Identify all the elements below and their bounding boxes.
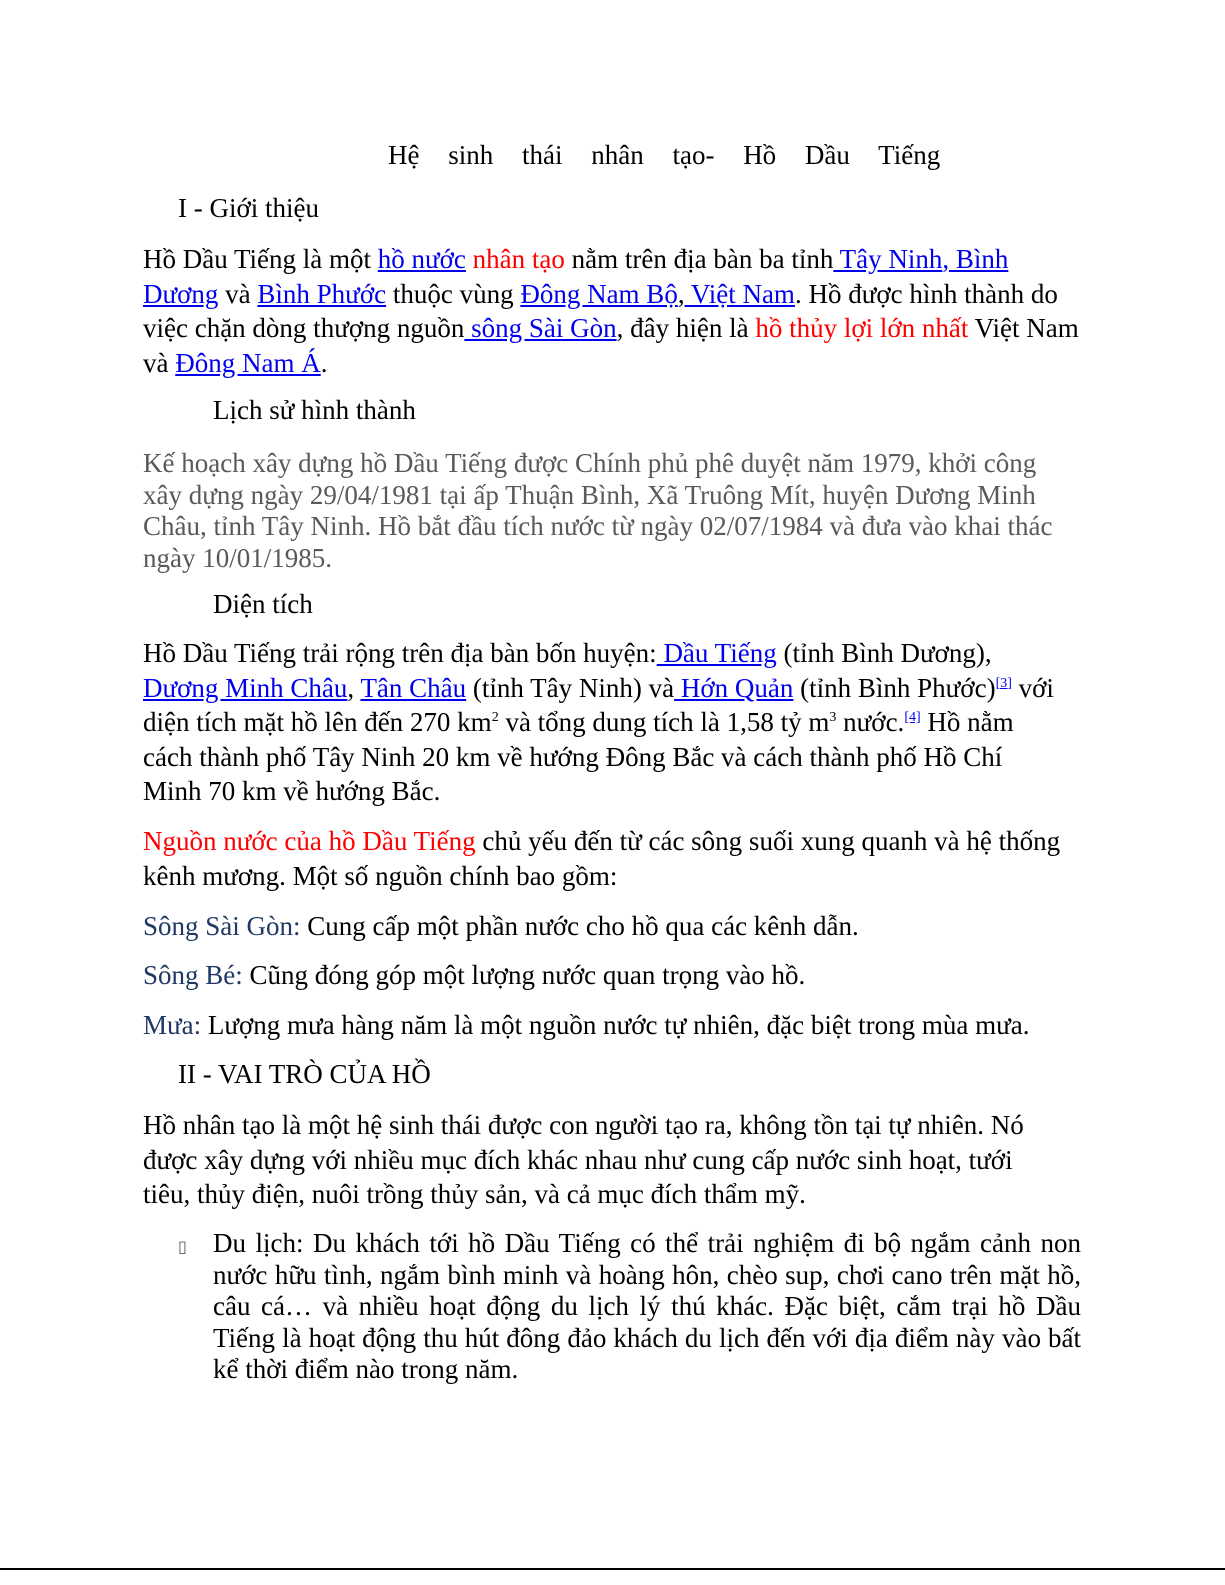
- link-duong-minh-chau[interactable]: Dương Minh Châu: [143, 672, 348, 703]
- page-bottom-rule: [0, 1568, 1225, 1570]
- link-tay-ninh[interactable]: Tây Ninh: [833, 244, 943, 274]
- page-title: Hệ sinh thái nhân tạo- Hồ Dầu Tiếng: [388, 140, 941, 170]
- highlight-ho-thuy-loi: hồ thủy lợi lớn nhất: [755, 313, 969, 343]
- link-tan-chau[interactable]: Tân Châu: [360, 672, 467, 703]
- intro-paragraph: Hồ Dầu Tiếng là một hồ nước nhân tạo nằm trên địa bàn ba tỉnh Tây Ninh, Bình Dương và Bình Phước thuộc vùng Đông Nam Bộ, Việt Nam. Hồ được hình thành do việc chặn dòng thượng nguồn sông Sài Gòn, đây hiện là hồ thủy lợi lớn nhất Việt Nam và Đông Nam Á.: [143, 244, 1079, 378]
- source-item: Mưa: Lượng mưa hàng năm là một nguồn nước tự nhiên, đặc biệt trong mùa mưa.: [143, 1010, 1030, 1040]
- source-item: Sông Sài Gòn: Cung cấp một phần nước cho hồ qua các kênh dẫn.: [143, 911, 859, 941]
- link-hon-quan[interactable]: Hớn Quản: [674, 672, 794, 703]
- link-song-sai-gon[interactable]: sông Sài Gòn: [464, 313, 617, 343]
- history-paragraph: Kế hoạch xây dựng hồ Dầu Tiếng được Chính phủ phê duyệt năm 1979, khởi công xây dựng ngày 29/04/1981 tại ấp Thuận Bình, Xã Truông Mít, huyện Dương Minh Châu, tỉnh Tây Ninh. Hồ bắt đầu tích nước từ ngày 02/07/1984 và đưa vào khai thác ngày 10/01/1985.: [143, 448, 1053, 573]
- link-ho-nuoc[interactable]: hồ nước: [377, 244, 466, 274]
- area-paragraph: Hồ Dầu Tiếng trải rộng trên địa bàn bốn huyện: Dầu Tiếng (tỉnh Bình Dương), Dương Minh Châu, Tân Châu (tỉnh Tây Ninh) và Hớn Quản (tỉnh Bình Phước)[3] với diện tích mặt hồ lên đến 270 $km^2$ và tổng dung tích là 1,58 tỷ $m^3$ nước.[4] Hồ nằm cách thành phố Tây Ninh 20 km về hướng Đông Bắc và cách thành phố Hồ Chí Minh 70 km về hướng Bắc.: [143, 638, 1054, 806]
- section-heading-intro: I - Giới thiệu: [178, 193, 319, 223]
- link-dong-nam-bo[interactable]: Đông Nam Bộ: [520, 278, 678, 309]
- section-heading-role: II - VAI TRÒ CỦA HỒ: [178, 1059, 431, 1089]
- source-item: Sông Bé: Cũng đóng góp một lượng nước quan trọng vào hồ.: [143, 960, 806, 990]
- highlight-nguon-nuoc: Nguồn nước của hồ Dầu Tiếng: [143, 826, 476, 856]
- subheading-area: Diện tích: [213, 589, 313, 619]
- subheading-history: Lịch sử hình thành: [213, 395, 416, 425]
- reference-3-link[interactable]: [3]: [995, 675, 1012, 691]
- link-dong-nam-a[interactable]: Đông Nam Á: [175, 347, 321, 378]
- role-paragraph: Hồ nhân tạo là một hệ sinh thái được con người tạo ra, không tồn tại tự nhiên. Nó được xây dựng với nhiều mục đích khác nhau như cung cấp nước sinh hoạt, tưới tiêu, thủy điện, nuôi trồng thủy sản, và cả mục đích thẩm mỹ.: [143, 1110, 1024, 1209]
- link-binh-duong[interactable]: , Bình Dương: [143, 244, 1009, 309]
- link-dau-tieng[interactable]: Dầu Tiếng: [656, 638, 777, 668]
- bullet-tourism: Du lịch: Du khách tới hồ Dầu Tiếng có thể trải nghiệm đi bộ ngắm cảnh non nước hữu tình, ngắm bình minh và hoàng hôn, chèo sup, chơi cano trên mặt hồ, câu cá… và nhiều hoạt động du lịch lý thú khác. Đặc biệt, cắm trại hồ Dầu Tiếng là hoạt động thu hút đông đảo khách du lịch đến với địa điểm này vào bất kể thời điểm nào trong năm.: [213, 1228, 1081, 1384]
- link-viet-nam[interactable]: Việt Nam: [684, 278, 795, 309]
- link-binh-phuoc[interactable]: Bình Phước: [257, 278, 387, 309]
- bullet-icon: ▯: [178, 1239, 187, 1256]
- reference-4-link[interactable]: [4]: [904, 710, 921, 725]
- highlight-nhan-tao: nhân tạo: [472, 244, 565, 274]
- sources-paragraph: Nguồn nước của hồ Dầu Tiếng chủ yếu đến từ các sông suối xung quanh và hệ thống kênh mương. Một số nguồn chính bao gồm:: [143, 826, 1061, 891]
